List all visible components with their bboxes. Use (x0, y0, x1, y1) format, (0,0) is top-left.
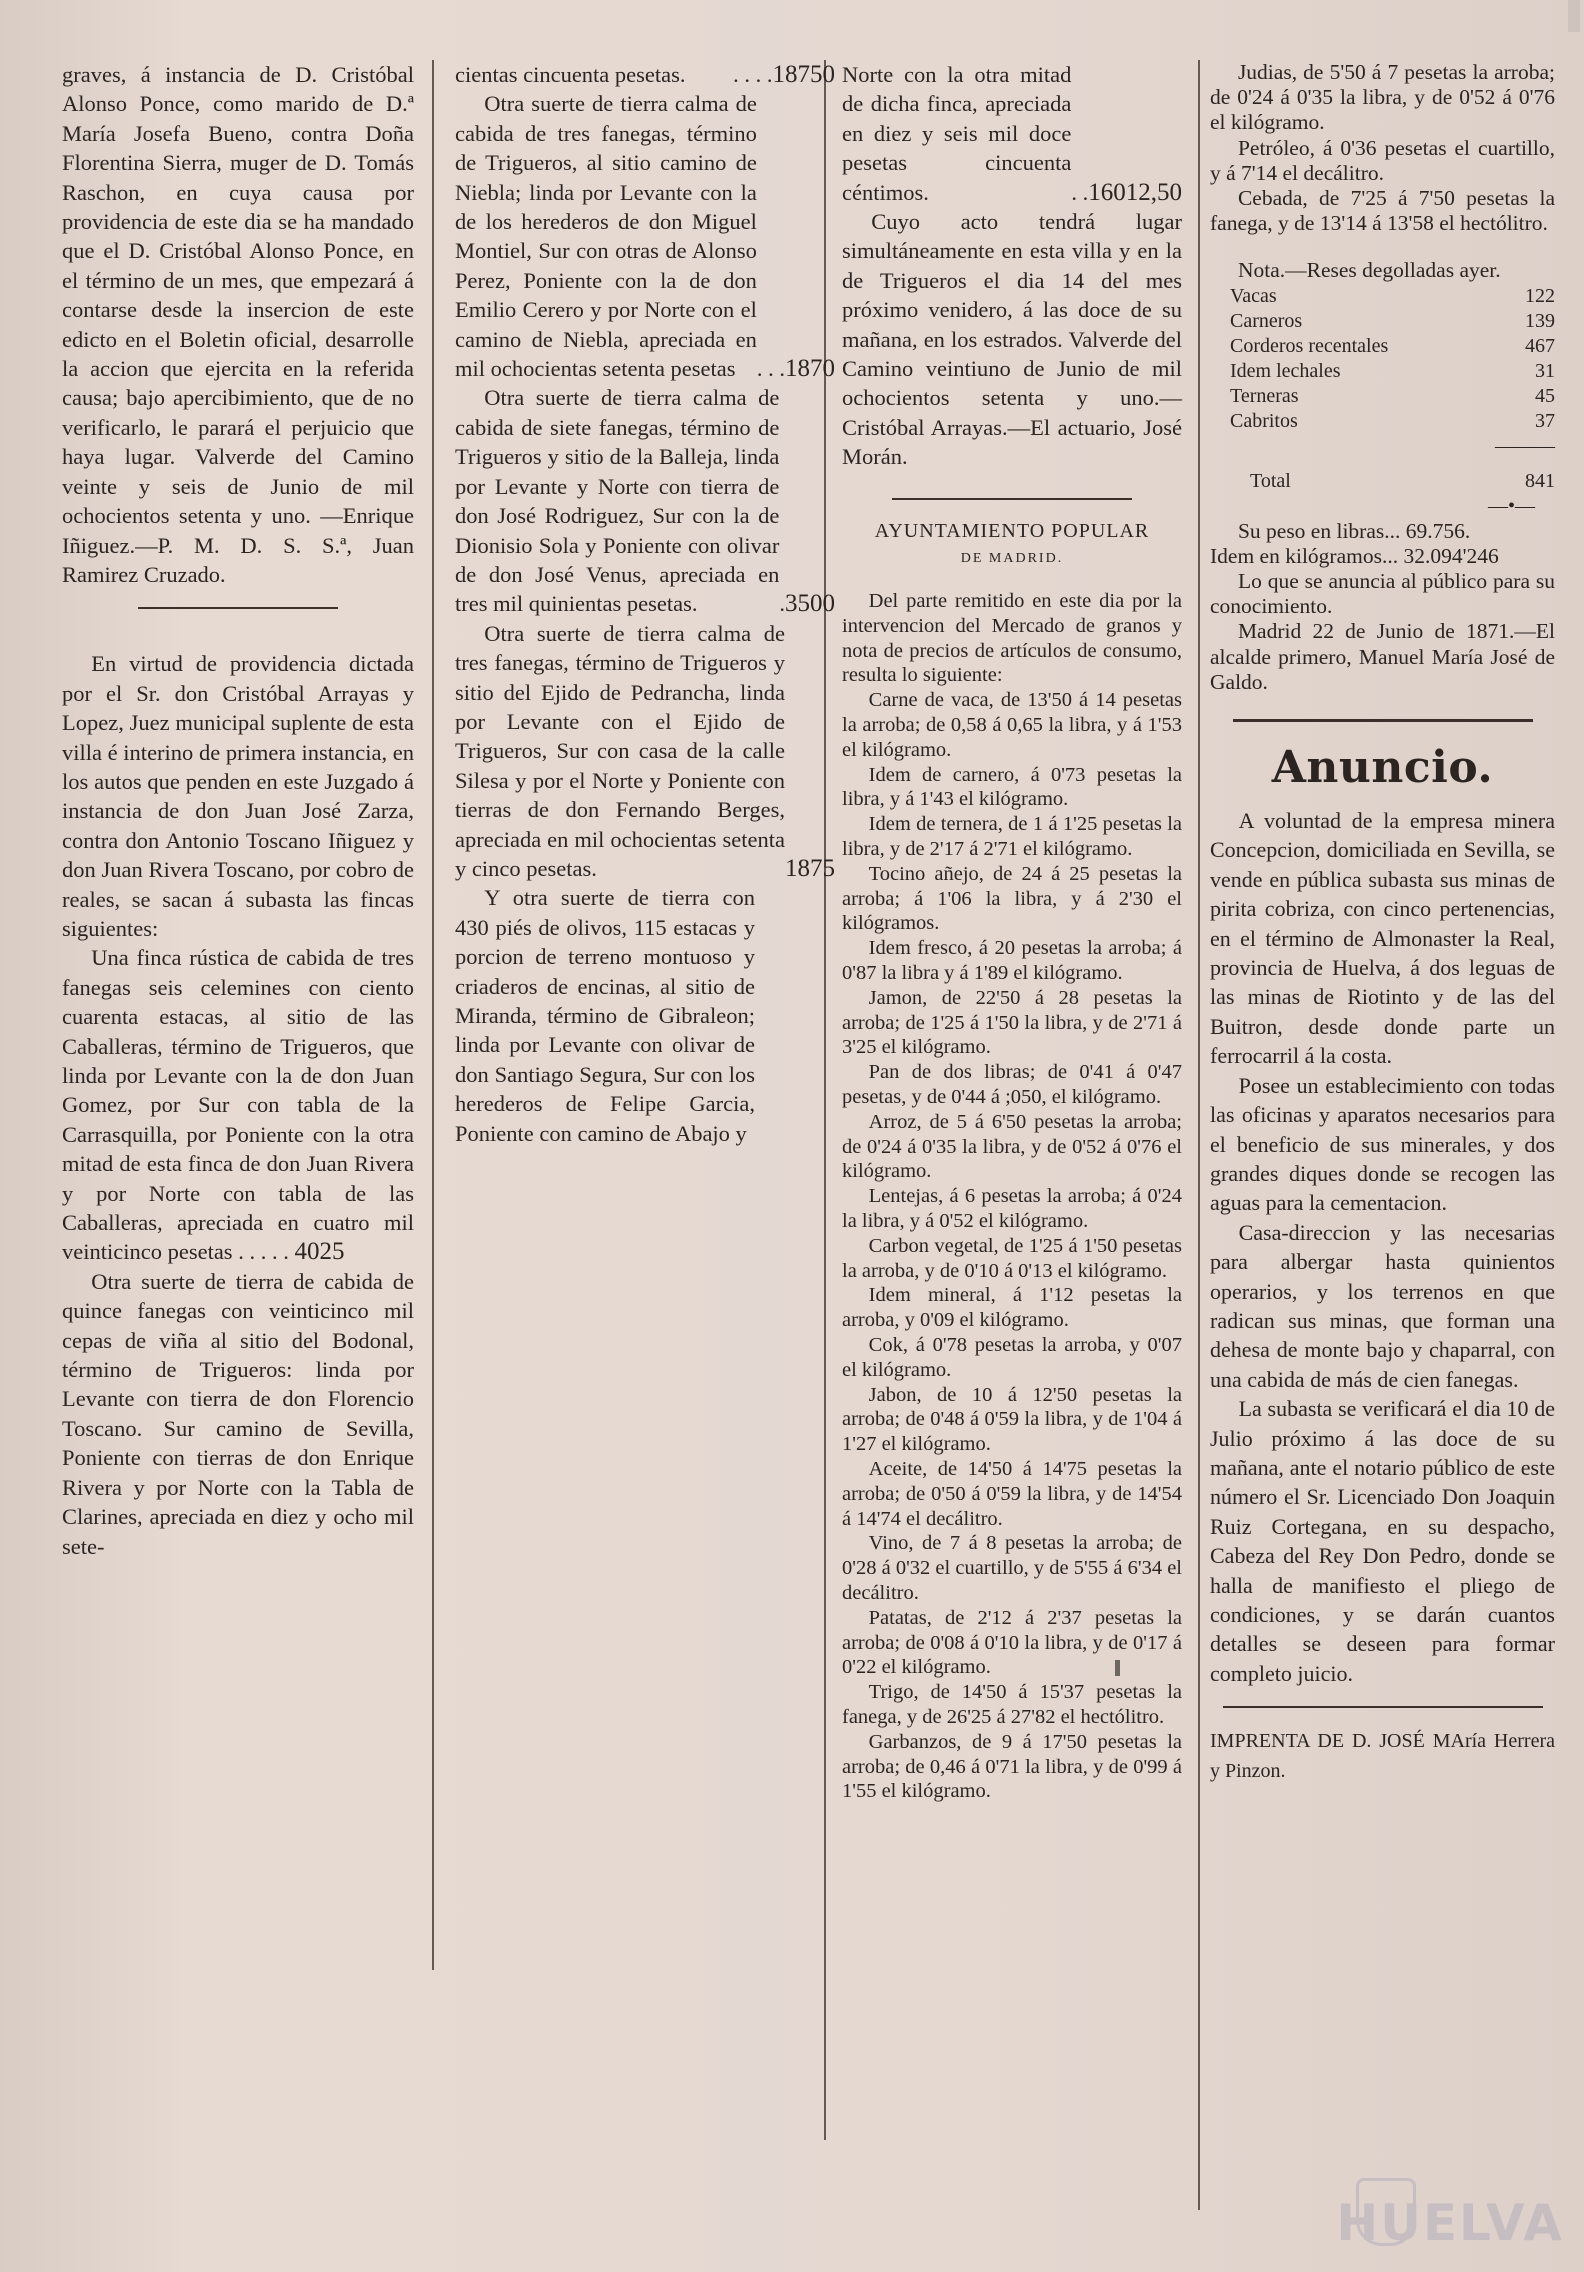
total-value: 841 (1525, 469, 1555, 492)
leader-dots: . . . . . (238, 1239, 289, 1265)
price-item: Carbon vegetal, de 1'25 á 1'50 pesetas la arroba, y de 0'10 á 0'13 el kilógramo. (842, 1234, 1182, 1282)
row-label: Carneros (1230, 309, 1303, 332)
advert-paragraph: Posee un establecimiento con todas las oficinas y aparatos necesarios para el beneficio de sus minerales, y dos grandes diques donde se recogen las aguas para la cementacion. (1210, 1072, 1555, 1216)
table-row (1210, 359, 1555, 384)
property-description: Norte con la otra mitad de dicha finca, apreciada en diez y seis mil doce pesetas cincuenta céntimos. (842, 62, 1072, 205)
total-label: Total (1250, 469, 1291, 492)
leader-dots: . (779, 591, 785, 617)
price-item: Lentejas, á 6 pesetas la arroba; á 0'24 la libra, y á 0'52 el kilógramo. (842, 1185, 1182, 1233)
separator (138, 607, 338, 609)
section-heading: AYUNTAMIENTO POPULAR (874, 519, 1150, 542)
price-item: Petróleo, á 0'36 pesetas el cuartillo, y á 7'14 el decálitro. (1210, 135, 1555, 185)
leader-dots: . . . . (733, 62, 773, 87)
table-row (1210, 409, 1555, 434)
price-item: Jamon, de 22'50 á 28 pesetas la arroba; de 1'25 á 1'50 la libra, y de 2'71 á 3'25 el kilógramo. (842, 986, 1182, 1059)
table-row (1210, 494, 1555, 519)
row-label: Terneras (1230, 384, 1299, 407)
column-rule-1 (432, 60, 434, 1970)
advert-paragraph: La subasta se verificará el dia 10 de Julio próximo á las doce de su mañana, ante el notario público de este número el Sr. Licenciado Don Joaquin Ruiz Cortegana, en su despacho, Cabeza del Rey Don Pedro, donde se halla de manifiesto el pliego de condiciones, y se darán cuantos detalles se deseen para formar completo juicio. (1210, 1396, 1555, 1686)
section-subheading: DE MADRID. (960, 550, 1064, 566)
price-item: Garbanzos, de 9 á 17'50 pesetas la arroba; de 0,46 á 0'71 la libra, y de 0'99 á 1'55 el kilógramo. (842, 1730, 1182, 1803)
sum-rule: ——— (1495, 434, 1555, 457)
market-prices (842, 589, 1182, 1804)
price-item: Idem de carnero, á 0'73 pesetas la libra, y á 1'43 el kilógramo. (842, 763, 1182, 811)
row-label: Vacas (1230, 284, 1277, 307)
property-description: cientas cincuenta pesetas. (455, 62, 686, 87)
property-price: 3500 (785, 590, 835, 618)
property-price: 18750 (772, 61, 835, 88)
price-item: Cebada, de 7'25 á 7'50 pesetas la fanega, y de 13'14 á 13'58 el hectólitro. (1210, 186, 1555, 236)
leader-dots: . . . (756, 356, 785, 382)
signature: Madrid 22 de Junio de 1871.—El alcalde primero, Manuel María José de Galdo. (1210, 619, 1555, 694)
market-intro: Del parte remitido en este dia por la intervencion del Mercado de granos y nota de precios de artículos de consumo, resulta lo siguiente: (842, 590, 1182, 687)
property-description: Otra suerte de tierra calma de cabida de tres fanegas, término de Trigueros, al sitio camino de Niebla; linda por Levante con la de los herederos de don Miguel Montiel, Sur con otras de Alonso Perez, Poniente con la de don Emilio Cerero y por Norte con el camino de Niebla, apreciada en mil ochocientas setenta pesetas (455, 91, 757, 382)
column-4 (1210, 60, 1555, 1786)
note-title: Nota.—Reses degolladas ayer. (1237, 258, 1501, 283)
column-1 (62, 60, 414, 1561)
property-price: 1870 (785, 355, 835, 383)
table-row (1210, 309, 1555, 334)
property-listing: Y otra suerte de tierra con 430 piés de olivos, 115 estacas y porcion de terreno montuoso y criaderos de encinas, al sitio de Miranda, término de Gibraleon; linda por Levante con olivar de don Santiago Segura, Sur con los herederos de Felipe Garcia, Poniente con camino de Abajo y (455, 885, 755, 1146)
price-item: Judias, de 5'50 á 7 pesetas la arroba; de 0'24 á 0'35 la libra, y de 0'52 á 0'76 el kilógramo. (1210, 60, 1555, 135)
row-label: Corderos recentales (1230, 334, 1389, 357)
price-item: Jabon, de 10 á 12'50 pesetas la arroba; de 0'48 á 0'59 la libra, y de 1'04 á 1'27 el kilógramo. (842, 1383, 1182, 1456)
separator (1223, 1706, 1543, 1708)
property-description: Una finca rústica de cabida de tres fanegas seis celemines con ciento cuarenta estacas, al sitio de las Caballeras, término de Trigueros, que linda por Levante con la de don Juan Gomez, por Sur con tabla de la Carrasquilla, por Poniente con la otra mitad de esta finca de don Juan Rivera y por Norte con tabla de las Caballeras, apreciada en cuatro mil veinticinco pesetas (62, 945, 414, 1265)
row-value: 122 (1525, 284, 1555, 307)
price-item: Vino, de 7 á 8 pesetas la arroba; de 0'28 á 0'32 el cuartillo, y de 5'55 á 6'34 el decálitro. (842, 1532, 1182, 1604)
row-value: 37 (1535, 409, 1555, 432)
separator (892, 498, 1132, 500)
row-value: 467 (1525, 334, 1555, 357)
property-listing: Otra suerte de tierra de cabida de quince fanegas con veinticinco mil cepas de viña al sitio del Bodonal, término de Trigueros: linda por Levante con tierra de don Florencio Toscano. Sur camino de Sevilla, Poniente con tierras de don Enrique Rivera y por Norte con la Tabla de Clarines, apreciada en diez y ocho mil sete- (62, 1268, 414, 1559)
weight-kilos: Idem en kilógramos... 32.094'246 (1210, 543, 1499, 568)
advert-body (1210, 806, 1555, 1688)
table-row (1210, 384, 1555, 409)
total-row (1210, 459, 1555, 494)
row-value: 139 (1525, 309, 1555, 332)
price-item: Aceite, de 14'50 á 14'75 pesetas la arroba; de 0'50 á 0'59 la libra, y de 14'54 á 14'74 el decálitro. (842, 1457, 1182, 1530)
property-listing (842, 60, 1182, 207)
slaughter-note (1210, 258, 1555, 695)
archive-watermark (1336, 2176, 1576, 2256)
page-edge-mark (1568, 0, 1580, 32)
column-3 (842, 60, 1182, 1804)
separator (1233, 719, 1533, 722)
property-listing (455, 383, 835, 618)
price-item: Patatas, de 2'12 á 2'37 pesetas la arroba; de 0'08 á 0'10 la libra, y de 0'17 á 0'22 el kilógramo. (842, 1606, 1182, 1679)
printer-imprint (1210, 1726, 1555, 1786)
property-listing (455, 60, 835, 89)
imprint-line: IMPRENTA DE D. JOSÉ MAría Herrera y Pinzon. (1210, 1730, 1555, 1783)
edict-text-continued: graves, á instancia de D. Cristóbal Alonso Ponce, como marido de D.ª María Josefa Bueno, contra Doña Florentina Sierra, muger de D. Tomás Raschon, en cuya causa por providencia de este dia se ha mandado que el D. Cristóbal Alonso Ponce, en el término de un mes, que empezará á contarse desde la insercion de este edicto en el Boletin oficial, desarrolle la accion que ejercita en la referida causa; bajo apercibimiento, que de no verificarlo, le parará el perjuicio que haya lugar. Valverde del Camino veinte y seis de Junio de mil ochocientos setenta y uno. —Enrique Iñiguez.—P. M. D. S. S.ª, Juan Ramirez Cruzado. (62, 62, 414, 587)
price-item: Arroz, de 5 á 6'50 pesetas la arroba; de 0'24 á 0'35 la libra, y de 0'52 á 0'76 el kilógramo. (842, 1110, 1182, 1183)
price-item: Cok, á 0'78 pesetas la arroba, y 0'07 el kilógramo. (842, 1334, 1182, 1381)
price-item: Pan de dos libras; de 0'41 á 0'47 pesetas, y de 0'44 á ;050, el kilógramo. (842, 1061, 1182, 1109)
advert-paragraph: A voluntad de la empresa minera Concepcion, domiciliada en Sevilla, se vende en pública subasta sus minas de pirita cobriza, con cinco pertenencias, en el término de Almonaster la Real, provincia de Huelva, á dos leguas de las minas de Riotinto y de las del Buitron, desde donde parte un ferrocarril á la costa. (1210, 808, 1555, 1069)
property-listing (62, 943, 414, 1266)
watermark-text: HUELVA (1336, 2194, 1564, 2252)
property-description: Otra suerte de tierra calma de tres fanegas, término de Trigueros y sitio del Ejido de Pedrancha, linda por Levante con el Ejido de Trigueros, Sur con casa de la calle Silesa y por el Norte y Poniente con tierras de don Fernando Berges, apreciada en mil ochocientas setenta y cinco pesetas. (455, 620, 785, 881)
property-listing (455, 89, 835, 383)
property-price: 1875 (785, 854, 835, 882)
leader-dots: . . (1071, 179, 1089, 205)
property-listing (455, 619, 835, 884)
table-row (1210, 284, 1555, 309)
property-price: 4025 (294, 1238, 345, 1266)
row-value: 31 (1535, 359, 1555, 382)
advert-paragraph: Casa-direccion y las necesarias para albergar hasta quinientos operarios, y los terrenos en que radican sus minas, que forman una dehesa de monte bajo y chaparral, con una cabida de más de cien fanegas. (1210, 1219, 1555, 1392)
advert-heading: Anuncio. (1271, 742, 1494, 794)
column-2 (455, 60, 835, 1148)
price-item: Idem de ternera, de 1 á 1'25 pesetas la libra, y de 2'17 á 2'71 el kilógramo. (842, 813, 1182, 861)
ink-mark (1115, 1660, 1120, 1676)
weight-libras: Su peso en libras... 69.756. (1237, 518, 1471, 543)
auction-edict-intro: En virtud de providencia dictada por el Sr. don Cristóbal Arrayas y Lopez, Juez municipal suplente de esta villa é interino de primera instancia, en los autos que penden en este Juzgado á instancia de don Juan José Zarza, contra don Antonio Toscano Iñiguez y don Juan Rivera Toscano, por cobro de reales, se sacan á subasta las fincas siguientes: (62, 651, 414, 941)
price-item: Idem fresco, á 20 pesetas la arroba; á 0'87 la libra y á 1'89 el kilógramo. (842, 937, 1182, 985)
property-description: Otra suerte de tierra calma de cabida de siete fanegas, término de Trigueros y sitio de la Balleja, linda por Levante y Norte con tierra de don José Rodriguez, Sur con la de Dionisio Sola y Poniente con olivar de don José Venus, apreciada en tres mil quinientas pesetas. (455, 385, 780, 617)
total-rule: —•— (1488, 494, 1536, 517)
closing-text: Lo que se anuncia al público para su conocimiento. (1210, 569, 1555, 619)
property-price: 16012,50 (1088, 178, 1182, 206)
row-value: 45 (1535, 384, 1555, 407)
row-label: Cabritos (1230, 409, 1298, 432)
auction-date-notice: Cuyo acto tendrá lugar simultáneamente en esta villa y en la de Trigueros el dia 14 del mes próximo venidero, á las doce de su mañana, en los estrados. Valverde del Camino veintiuno de Junio de mil ochocientos setenta y uno.—Cristóbal Arrayas.—El actuario, José Morán. (842, 209, 1182, 470)
table-row (1210, 334, 1555, 359)
slaughter-table (1210, 284, 1555, 519)
price-item: Trigo, de 14'50 á 15'37 pesetas la fanega, y de 26'25 á 27'82 el hectólitro. (842, 1681, 1182, 1728)
price-item: Carne de vaca, de 13'50 á 14 pesetas la arroba; de 0,58 á 0,65 la libra, y á 1'53 el kilógramo. (842, 689, 1182, 761)
column-rule-3 (1198, 60, 1200, 2210)
row-label: Idem lechales (1230, 359, 1341, 382)
table-row (1210, 434, 1555, 459)
price-item: Idem mineral, á 1'12 pesetas la arroba, y 0'09 el kilógramo. (842, 1284, 1182, 1332)
price-item: Tocino añejo, de 24 á 25 pesetas la arroba; á 1'06 la libra, y á 2'30 el kilógramos. (842, 862, 1182, 935)
